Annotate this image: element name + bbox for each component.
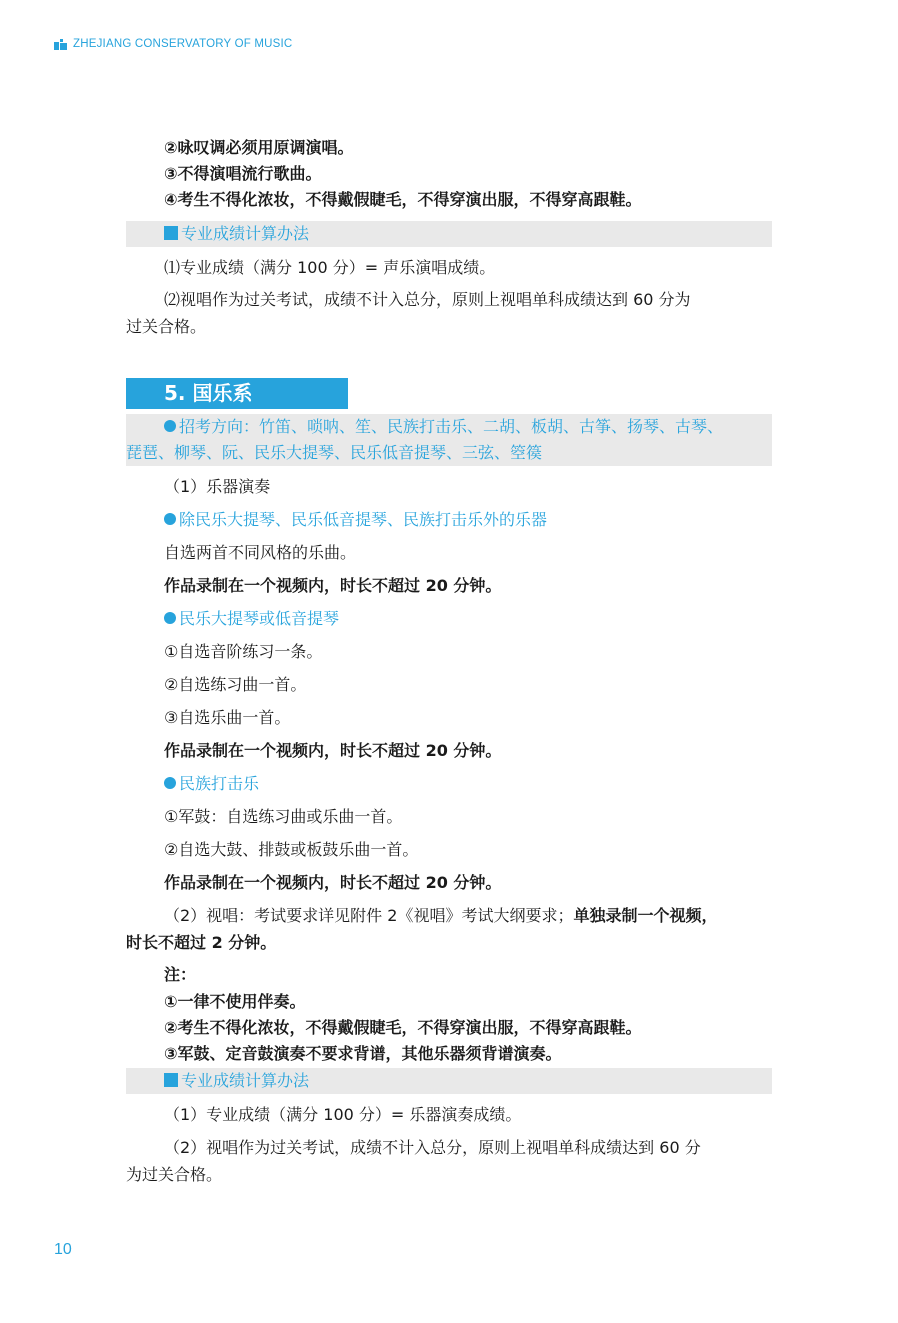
video-note-2: 作品录制在一个视频内，时长不超过 20 分钟。 [164,741,502,760]
group2-heading: 民乐大提琴或低音提琴 [126,606,772,632]
group3-item-1: ①军鼓：自选练习曲或乐曲一首。 [164,807,403,826]
group2-item-2: ②自选练习曲一首。 [164,675,307,694]
sight-singing-line-b: 时长不超过 2 分钟。 [126,933,277,952]
dot-bullet-icon [164,513,176,525]
scoring-2b: 为过关合格。 [126,1165,223,1184]
page-header [54,38,292,50]
group2-item-3: ③自选乐曲一首。 [164,708,291,727]
sight-singing-line-a: （2）视唱：考试要求详见附件 2《视唱》考试大纲要求；单独录制一个视频， [164,906,718,925]
video-note-3: 作品录制在一个视频内，时长不超过 20 分钟。 [164,873,502,892]
note-1: ①一律不使用伴奏。 [164,992,306,1011]
vocal-scoring-2a: ⑵视唱作为过关考试，成绩不计入总分，原则上视唱单科成绩达到 60 分为 [164,290,691,309]
vocal-rule-3: ③不得演唱流行歌曲。 [164,164,322,183]
group3-item-2: ②自选大鼓、排鼓或板鼓乐曲一首。 [164,840,419,859]
square-bullet-icon [164,226,178,240]
vocal-scoring-heading: 专业成绩计算办法 [126,221,772,247]
note-3: ③军鼓、定音鼓演奏不要求背谱，其他乐器须背谱演奏。 [164,1044,562,1063]
vocal-scoring-1: ⑴专业成绩（满分 100 分）= 声乐演唱成绩。 [164,258,496,277]
dot-bullet-icon [164,612,176,624]
group1-text: 自选两首不同风格的乐曲。 [164,543,357,562]
note-2: ②考生不得化浓妆，不得戴假睫毛，不得穿演出服，不得穿高跟鞋。 [164,1018,642,1037]
logo-squares-icon [54,39,67,50]
scoring-2a: （2）视唱作为过关考试，成绩不计入总分，原则上视唱单科成绩达到 60 分 [164,1138,701,1157]
square-bullet-icon [164,1073,178,1087]
instrument-heading: （1）乐器演奏 [164,477,271,496]
vocal-rule-4: ④考生不得化浓妆，不得戴假睫毛，不得穿演出服，不得穿高跟鞋。 [164,190,642,209]
dot-bullet-icon [164,420,176,432]
directions-block [126,414,772,466]
directions-line-a: 招考方向：竹笛、唢呐、笙、民族打击乐、二胡、板胡、古筝、扬琴、古琴、 [179,417,724,436]
notes-heading: 注： [164,965,197,984]
directions-line-b: 琵琶、柳琴、阮、民乐大提琴、民乐低音提琴、三弦、箜篌 [126,443,543,462]
dot-bullet-icon [164,777,176,789]
page-number: 10 [54,1241,72,1258]
group1-heading: 除民乐大提琴、民乐低音提琴、民族打击乐外的乐器 [126,507,772,533]
group3-heading: 民族打击乐 [126,771,772,797]
scoring-heading: 专业成绩计算办法 [126,1068,772,1094]
vocal-scoring-2b: 过关合格。 [126,317,207,336]
group2-item-1: ①自选音阶练习一条。 [164,642,323,661]
vocal-rule-2: ②咏叹调必须用原调演唱。 [164,138,354,157]
scoring-1: （1）专业成绩（满分 100 分）= 乐器演奏成绩。 [164,1105,522,1124]
section-title: 5. 国乐系 [126,378,348,409]
video-note-1: 作品录制在一个视频内，时长不超过 20 分钟。 [164,576,502,595]
header-title: ZHEJIANG CONSERVATORY OF MUSIC [73,38,293,50]
